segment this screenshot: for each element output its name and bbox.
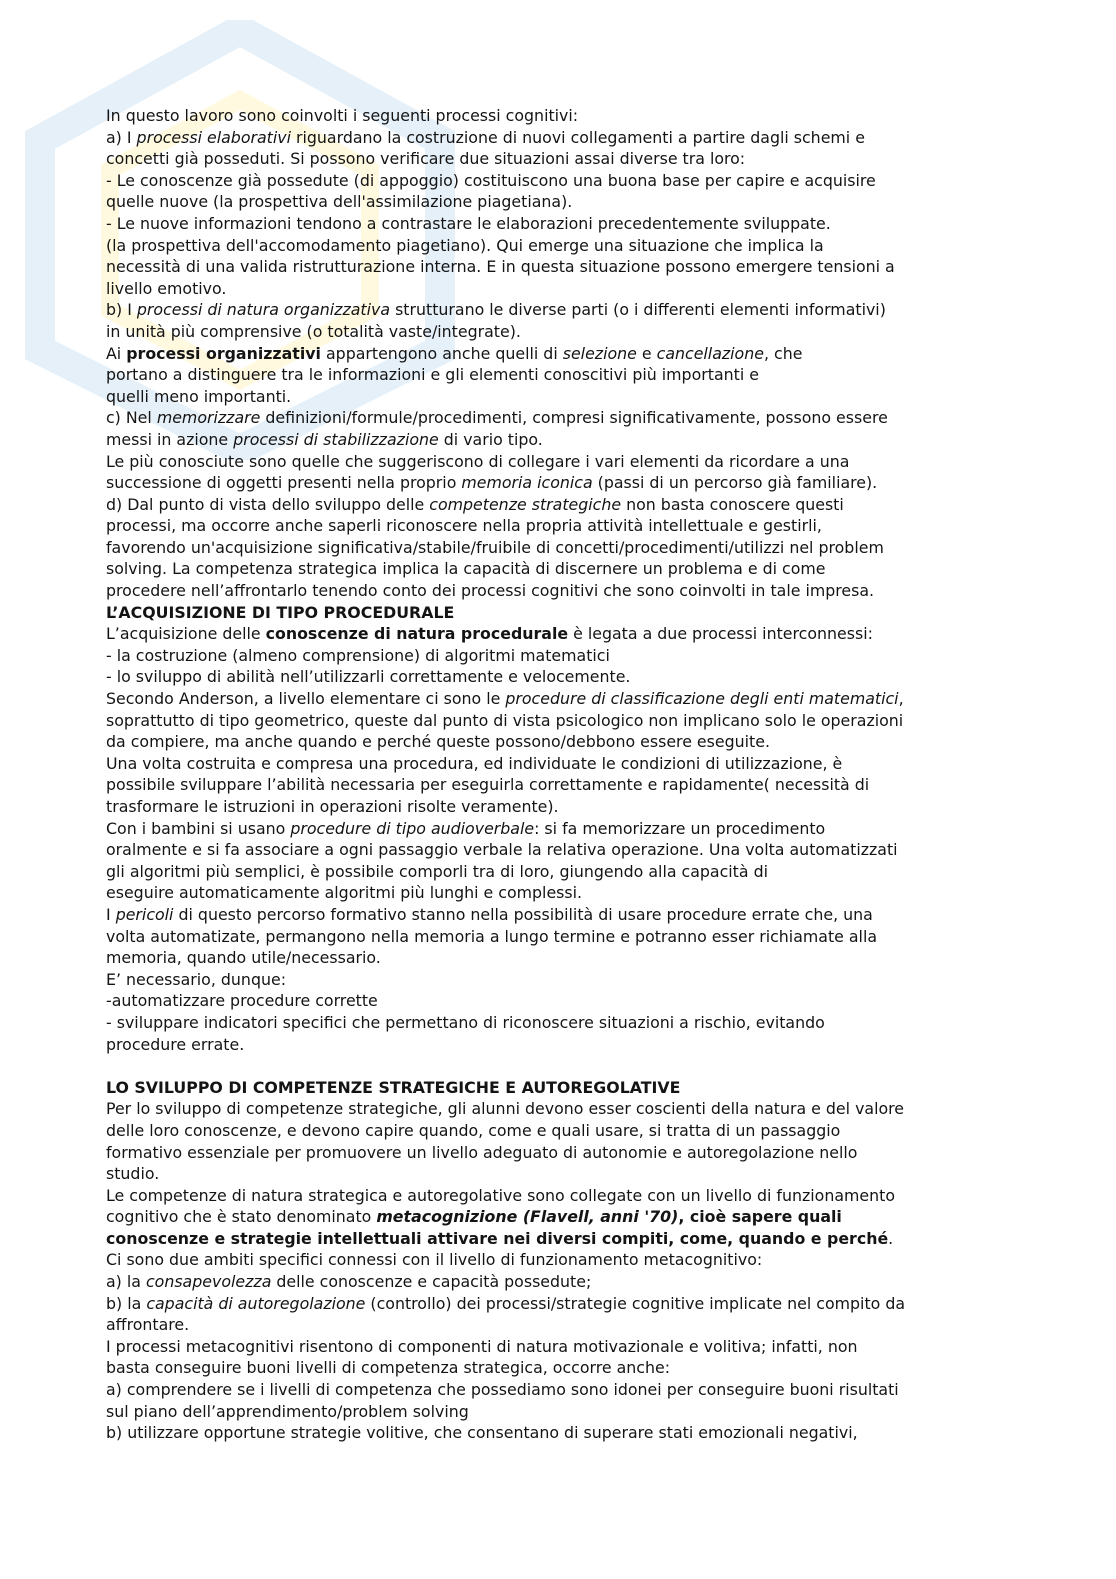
- italic-run: procedure di tipo audioverbale: [290, 818, 535, 838]
- text-run: volta automatizate, permangono nella memoria a lungo termine e potranno esser richiamate alla: [106, 926, 878, 946]
- bold-run: conoscenze e strategie intellettuali attivare nei diversi compiti, come, quando e perché: [106, 1228, 889, 1248]
- text-line: [106, 1185, 1016, 1207]
- text-run: E’ necessario, dunque:: [106, 969, 287, 989]
- text-line: [106, 105, 1016, 127]
- italic-run: pericoli: [115, 904, 174, 924]
- italic-run: procedure di classificazione degli enti matematici: [505, 689, 899, 709]
- text-run: da compiere, ma anche quando e perché queste possono/debbono essere eseguite.: [106, 732, 770, 752]
- bold-run: LO SVILUPPO DI COMPETENZE STRATEGICHE E AUTOREGOLATIVE: [106, 1077, 681, 1097]
- text-line: [106, 1034, 1016, 1056]
- text-run: (la prospettiva dell'accomodamento piagetiano). Qui emerge una situazione che implica la: [106, 235, 824, 255]
- text-run: -automatizzare procedure corrette: [106, 991, 378, 1011]
- text-run: procedure errate.: [106, 1034, 245, 1054]
- text-run: I: [106, 904, 116, 924]
- text-run: messi in azione: [106, 429, 234, 449]
- text-line: [106, 494, 1016, 516]
- text-line: [106, 1336, 1016, 1358]
- text-run: possibile sviluppare l’abilità necessaria per eseguirla correttamente e rapidamente( necessità di: [106, 775, 870, 795]
- text-run: appartengono anche quelli di: [320, 343, 563, 363]
- text-line: [106, 213, 1016, 235]
- text-run: e: [636, 343, 657, 363]
- italic-run: selezione: [562, 343, 637, 363]
- text-line: [106, 1271, 1016, 1293]
- text-line: [106, 990, 1016, 1012]
- text-run: (passi di un percorso già familiare).: [592, 473, 878, 493]
- text-run: necessità di una valida ristrutturazione interna. E in questa situazione possono emergere tensioni a: [106, 257, 895, 277]
- bold-run: conoscenze di natura procedurale: [265, 624, 569, 644]
- text-run: affrontare.: [106, 1315, 190, 1335]
- text-line: [106, 1206, 1016, 1228]
- text-run: oralmente e si fa associare a ogni passaggio verbale la relativa operazione. Una volta automatizzati: [106, 840, 898, 860]
- text-line: [106, 1228, 1016, 1250]
- text-line: [106, 170, 1016, 192]
- italic-run: processi di stabilizzazione: [233, 429, 439, 449]
- text-run: (controllo) dei processi/strategie cognitive implicate nel compito da: [365, 1293, 906, 1313]
- text-run: , che: [763, 343, 803, 363]
- bold-italic-run: metacognizione (Flavell, anni '70): [376, 1207, 679, 1227]
- text-run: delle conoscenze e capacità possedute;: [271, 1272, 592, 1292]
- text-run: processi, ma occorre anche saperli riconoscere nella propria attività intellettuale e gestirli,: [106, 516, 822, 536]
- text-run: trasformare le istruzioni in operazioni risolte veramente).: [106, 797, 559, 816]
- text-line: [106, 1142, 1016, 1164]
- bold-run: L’ACQUISIZIONE DI TIPO PROCEDURALE: [106, 602, 455, 622]
- text-run: - sviluppare indicatori specifici che permettano di riconoscere situazioni a rischio, evitando: [106, 1012, 825, 1032]
- document-page: [106, 105, 1016, 1444]
- text-run: riguardano la costruzione di nuovi collegamenti a partire dagli schemi e: [290, 127, 865, 147]
- text-line: [106, 127, 1016, 149]
- text-run: memoria, quando utile/necessario.: [106, 948, 381, 968]
- text-run: di vario tipo.: [438, 429, 543, 449]
- text-run: ,: [898, 689, 904, 709]
- text-line: [106, 1012, 1016, 1034]
- text-line: [106, 969, 1016, 991]
- text-run: - Le nuove informazioni tendono a contrastare le elaborazioni precedentemente sviluppate.: [106, 213, 831, 233]
- text-line: [106, 623, 1016, 645]
- text-run: basta conseguire buoni livelli di competenza strategica, occorre anche:: [106, 1358, 671, 1378]
- text-line: [106, 343, 1016, 365]
- text-run: .: [888, 1228, 894, 1248]
- text-run: non basta conoscere questi: [621, 494, 844, 514]
- text-line: [106, 1293, 1016, 1315]
- text-run: a) I: [106, 127, 137, 147]
- text-run: gli algoritmi più semplici, è possibile comporli tra di loro, giungendo alla capacità di: [106, 861, 768, 881]
- text-run: Le competenze di natura strategica e autoregolative sono collegate con un livello di funzionamento: [106, 1185, 895, 1205]
- italic-run: memorizzare: [156, 408, 261, 428]
- text-line: [106, 1163, 1016, 1185]
- text-line: [106, 1120, 1016, 1142]
- text-run: solving. La competenza strategica implica la capacità di discernere un problema e di come: [106, 559, 826, 579]
- text-run: - Le conoscenze già possedute (di appoggio) costituiscono una buona base per capire e acquisire: [106, 170, 876, 190]
- text-line: [106, 299, 1016, 321]
- text-run: formativo essenziale per promuovere un livello adeguato di autonomie e autoregolazione nello: [106, 1142, 858, 1162]
- text-line: [106, 1098, 1016, 1120]
- text-line: [106, 818, 1016, 840]
- text-run: Ci sono due ambiti specifici connessi con il livello di funzionamento metacognitivo:: [106, 1250, 763, 1270]
- text-run: eseguire automaticamente algoritmi più lunghi e complessi.: [106, 883, 583, 903]
- text-run: b) I: [106, 300, 137, 320]
- text-line: [106, 1314, 1016, 1336]
- text-run: definizioni/formule/procedimenti, compresi significativamente, possono essere: [260, 408, 888, 428]
- text-line: [106, 796, 1016, 818]
- text-line: [106, 451, 1016, 473]
- text-line: [106, 148, 1016, 170]
- text-run: c) Nel: [106, 408, 157, 428]
- text-run: soprattutto di tipo geometrico, queste dal punto di vista psicologico non implicano solo le operazioni: [106, 710, 904, 730]
- text-run: L’acquisizione delle: [106, 624, 266, 644]
- text-run: d) Dal punto di vista dello sviluppo delle: [106, 494, 430, 514]
- text-run: concetti già posseduti. Si possono verificare due situazioni assai diverse tra loro:: [106, 149, 746, 169]
- text-line: [106, 235, 1016, 257]
- text-run: studio.: [106, 1164, 160, 1184]
- text-line: [106, 666, 1016, 688]
- text-line: [106, 515, 1016, 537]
- text-line: [106, 386, 1016, 408]
- text-run: Le più conosciute sono quelle che suggeriscono di collegare i vari elementi da ricordare a una: [106, 451, 850, 471]
- text-line: [106, 278, 1016, 300]
- text-run: Secondo Anderson, a livello elementare ci sono le: [106, 689, 506, 709]
- text-line: [106, 861, 1016, 883]
- text-run: b) utilizzare opportune strategie volitive, che consentano di superare stati emozionali negativi,: [106, 1423, 858, 1443]
- text-run: favorendo un'acquisizione significativa/stabile/fruibile di concetti/procedimenti/utilizzi nel problem: [106, 537, 884, 557]
- text-line: [106, 753, 1016, 775]
- text-line: [106, 364, 1016, 386]
- text-line: [106, 1249, 1016, 1271]
- text-run: in unità più comprensive (o totalità vaste/integrate).: [106, 321, 521, 341]
- text-run: sul piano dell’apprendimento/problem solving: [106, 1401, 469, 1421]
- text-line: [106, 774, 1016, 796]
- text-line: [106, 1401, 1016, 1423]
- text-line: [106, 1422, 1016, 1444]
- text-run: b) la: [106, 1293, 147, 1313]
- text-line: [106, 731, 1016, 753]
- text-line: [106, 926, 1016, 948]
- text-run: procedere nell’affrontarlo tenendo conto dei processi cognitivi che sono coinvolti in tale impresa.: [106, 581, 875, 601]
- text-line: [106, 1055, 1016, 1077]
- text-run: portano a distinguere tra le informazioni e gli elementi conoscitivi più importanti e: [106, 365, 759, 385]
- text-line: [106, 191, 1016, 213]
- text-line: [106, 602, 1016, 624]
- text-run: livello emotivo.: [106, 278, 227, 298]
- text-line: [106, 882, 1016, 904]
- text-run: In questo lavoro sono coinvolti i seguenti processi cognitivi:: [106, 106, 579, 125]
- text-run: I processi metacognitivi risentono di componenti di natura motivazionale e volitiva; infatti, non: [106, 1336, 858, 1356]
- bold-run: , cioè sapere quali: [678, 1207, 842, 1227]
- text-line: [106, 1379, 1016, 1401]
- italic-run: memoria iconica: [461, 473, 593, 493]
- text-line: [106, 407, 1016, 429]
- text-line: [106, 580, 1016, 602]
- text-line: [106, 1357, 1016, 1379]
- text-run: Una volta costruita e compresa una procedura, ed individuate le condizioni di utilizzazione, è: [106, 753, 843, 773]
- text-run: delle loro conoscenze, e devono capire quando, come e quali usare, si tratta di un passaggio: [106, 1120, 841, 1140]
- text-run: successione di oggetti presenti nella proprio: [106, 473, 462, 493]
- text-line: [106, 472, 1016, 494]
- italic-run: cancellazione: [656, 343, 764, 363]
- text-line: [106, 558, 1016, 580]
- italic-run: consapevolezza: [145, 1272, 272, 1292]
- italic-run: capacità di autoregolazione: [146, 1293, 366, 1313]
- text-run: - la costruzione (almeno comprensione) di algoritmi matematici: [106, 645, 610, 665]
- text-run: quelle nuove (la prospettiva dell'assimilazione piagetiana).: [106, 192, 573, 212]
- text-run: a) comprendere se i livelli di competenza che possediamo sono idonei per conseguire buoni risultati: [106, 1380, 899, 1400]
- text-line: [106, 256, 1016, 278]
- text-run: cognitivo che è stato denominato: [106, 1207, 377, 1227]
- text-run: quelli meno importanti.: [106, 386, 292, 406]
- text-run: di questo percorso formativo stanno nella possibilità di usare procedure errate che, una: [173, 904, 873, 924]
- text-run: a) la: [106, 1272, 146, 1292]
- text-line: [106, 1077, 1016, 1099]
- text-line: [106, 537, 1016, 559]
- text-run: è legata a due processi interconnessi:: [568, 624, 873, 644]
- italic-run: processi elaborativi: [136, 127, 291, 147]
- text-run: Ai: [106, 343, 127, 363]
- italic-run: processi di natura organizzativa: [136, 300, 391, 320]
- text-run: Con i bambini si usano: [106, 818, 291, 838]
- text-run: Per lo sviluppo di competenze strategiche, gli alunni devono esser coscienti della natura e del valore: [106, 1099, 905, 1119]
- text-line: [106, 645, 1016, 667]
- text-run: - lo sviluppo di abilità nell’utilizzarli correttamente e velocemente.: [106, 667, 631, 687]
- text-line: [106, 321, 1016, 343]
- text-line: [106, 429, 1016, 451]
- bold-run: processi organizzativi: [126, 343, 321, 363]
- text-line: [106, 688, 1016, 710]
- text-run: strutturano le diverse parti (o i differenti elementi informativi): [390, 300, 886, 320]
- text-line: [106, 839, 1016, 861]
- text-run: : si fa memorizzare un procedimento: [534, 818, 826, 838]
- text-line: [106, 710, 1016, 732]
- italic-run: competenze strategiche: [429, 494, 622, 514]
- text-line: [106, 947, 1016, 969]
- text-line: [106, 904, 1016, 926]
